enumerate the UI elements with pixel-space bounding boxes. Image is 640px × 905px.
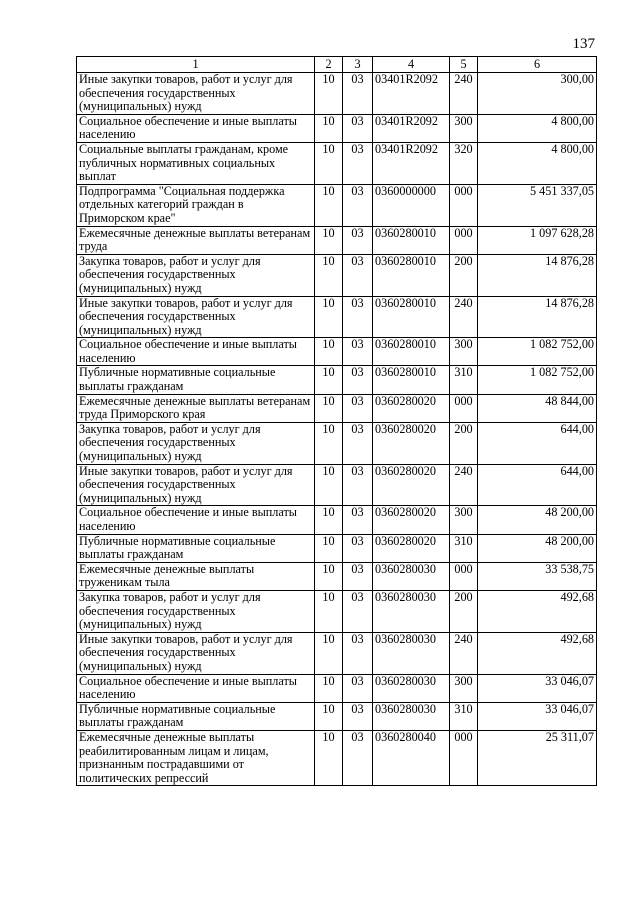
cell-expense-type: 240: [450, 632, 478, 674]
cell-expense-type: 310: [450, 534, 478, 562]
cell-name: Закупка товаров, работ и услуг для обеспечения государственных (муниципальных) нужд: [77, 422, 315, 464]
cell-section: 10: [315, 422, 343, 464]
cell-expense-type: 310: [450, 702, 478, 730]
cell-amount: 14 876,28: [478, 296, 597, 338]
cell-section: 10: [315, 632, 343, 674]
table-row: [77, 254, 597, 296]
cell-subsection: 03: [343, 464, 373, 506]
cell-amount: 4 800,00: [478, 142, 597, 184]
table-body: [77, 73, 597, 786]
cell-name: Ежемесячные денежные выплаты труженикам тыла: [77, 562, 315, 590]
cell-section: 10: [315, 534, 343, 562]
cell-target-article: 0360280010: [373, 366, 450, 394]
header-cell-name: 1: [77, 57, 315, 73]
cell-target-article: 0360280020: [373, 506, 450, 534]
cell-subsection: 03: [343, 702, 373, 730]
cell-target-article: 0360280020: [373, 394, 450, 422]
cell-section: 10: [315, 394, 343, 422]
cell-target-article: 0360280020: [373, 422, 450, 464]
table-row: [77, 534, 597, 562]
cell-subsection: 03: [343, 534, 373, 562]
cell-expense-type: 320: [450, 142, 478, 184]
cell-section: 10: [315, 674, 343, 702]
cell-subsection: 03: [343, 254, 373, 296]
cell-amount: 1 082 752,00: [478, 366, 597, 394]
table-row: [77, 730, 597, 785]
cell-expense-type: 300: [450, 674, 478, 702]
header-cell-section: 2: [315, 57, 343, 73]
cell-amount: 492,68: [478, 590, 597, 632]
cell-target-article: 03401R2092: [373, 114, 450, 142]
cell-expense-type: 300: [450, 114, 478, 142]
cell-name: Социальные выплаты гражданам, кроме публичных нормативных социальных выплат: [77, 142, 315, 184]
cell-subsection: 03: [343, 338, 373, 366]
cell-section: 10: [315, 702, 343, 730]
cell-name: Социальное обеспечение и иные выплаты населению: [77, 338, 315, 366]
table-row: [77, 562, 597, 590]
cell-amount: 25 311,07: [478, 730, 597, 785]
cell-amount: 4 800,00: [478, 114, 597, 142]
cell-section: 10: [315, 730, 343, 785]
cell-subsection: 03: [343, 184, 373, 226]
cell-expense-type: 310: [450, 366, 478, 394]
cell-subsection: 03: [343, 296, 373, 338]
cell-subsection: 03: [343, 114, 373, 142]
cell-subsection: 03: [343, 394, 373, 422]
cell-subsection: 03: [343, 632, 373, 674]
table-row: [77, 296, 597, 338]
cell-amount: 492,68: [478, 632, 597, 674]
cell-section: 10: [315, 464, 343, 506]
cell-subsection: 03: [343, 366, 373, 394]
cell-expense-type: 240: [450, 464, 478, 506]
cell-expense-type: 300: [450, 506, 478, 534]
header-cell-expense-type: 5: [450, 57, 478, 73]
cell-name: Публичные нормативные социальные выплаты гражданам: [77, 534, 315, 562]
cell-target-article: 0360280030: [373, 562, 450, 590]
cell-target-article: 0360000000: [373, 184, 450, 226]
cell-target-article: 0360280010: [373, 296, 450, 338]
cell-subsection: 03: [343, 73, 373, 115]
cell-name: Иные закупки товаров, работ и услуг для обеспечения государственных (муниципальных) нужд: [77, 296, 315, 338]
cell-amount: 48 200,00: [478, 506, 597, 534]
cell-name: Социальное обеспечение и иные выплаты населению: [77, 114, 315, 142]
cell-subsection: 03: [343, 422, 373, 464]
cell-name: Иные закупки товаров, работ и услуг для обеспечения государственных (муниципальных) нужд: [77, 632, 315, 674]
cell-target-article: 0360280020: [373, 464, 450, 506]
cell-amount: 48 200,00: [478, 534, 597, 562]
cell-target-article: 0360280010: [373, 338, 450, 366]
cell-subsection: 03: [343, 226, 373, 254]
table-row: [77, 674, 597, 702]
cell-subsection: 03: [343, 590, 373, 632]
cell-target-article: 0360280030: [373, 674, 450, 702]
cell-amount: 33 538,75: [478, 562, 597, 590]
cell-name: Иные закупки товаров, работ и услуг для обеспечения государственных (муниципальных) нужд: [77, 73, 315, 115]
cell-amount: 48 844,00: [478, 394, 597, 422]
header-cell-target-article: 4: [373, 57, 450, 73]
cell-amount: 33 046,07: [478, 674, 597, 702]
budget-table: [76, 56, 597, 786]
cell-section: 10: [315, 590, 343, 632]
cell-amount: 300,00: [478, 73, 597, 115]
cell-section: 10: [315, 366, 343, 394]
cell-subsection: 03: [343, 506, 373, 534]
table-row: [77, 702, 597, 730]
cell-section: 10: [315, 226, 343, 254]
cell-target-article: 0360280030: [373, 702, 450, 730]
cell-expense-type: 240: [450, 296, 478, 338]
cell-amount: 644,00: [478, 422, 597, 464]
cell-expense-type: 200: [450, 590, 478, 632]
cell-target-article: 0360280030: [373, 590, 450, 632]
table-row: [77, 338, 597, 366]
cell-section: 10: [315, 254, 343, 296]
table-row: [77, 590, 597, 632]
cell-expense-type: 000: [450, 226, 478, 254]
cell-subsection: 03: [343, 730, 373, 785]
table-row: [77, 184, 597, 226]
page-number: 137: [572, 36, 595, 52]
cell-expense-type: 240: [450, 73, 478, 115]
cell-name: Социальное обеспечение и иные выплаты населению: [77, 506, 315, 534]
cell-subsection: 03: [343, 142, 373, 184]
cell-expense-type: 000: [450, 394, 478, 422]
cell-name: Публичные нормативные социальные выплаты гражданам: [77, 366, 315, 394]
cell-name: Закупка товаров, работ и услуг для обеспечения государственных (муниципальных) нужд: [77, 254, 315, 296]
cell-section: 10: [315, 506, 343, 534]
table-row: [77, 142, 597, 184]
cell-section: 10: [315, 142, 343, 184]
cell-section: 10: [315, 338, 343, 366]
cell-target-article: 03401R2092: [373, 142, 450, 184]
cell-expense-type: 000: [450, 730, 478, 785]
cell-amount: 5 451 337,05: [478, 184, 597, 226]
header-cell-amount: 6: [478, 57, 597, 73]
cell-expense-type: 000: [450, 184, 478, 226]
cell-name: Социальное обеспечение и иные выплаты населению: [77, 674, 315, 702]
cell-expense-type: 200: [450, 422, 478, 464]
cell-subsection: 03: [343, 562, 373, 590]
cell-expense-type: 000: [450, 562, 478, 590]
cell-section: 10: [315, 114, 343, 142]
table-row: [77, 464, 597, 506]
cell-amount: 33 046,07: [478, 702, 597, 730]
table-row: [77, 226, 597, 254]
cell-target-article: 0360280020: [373, 534, 450, 562]
cell-name: Иные закупки товаров, работ и услуг для обеспечения государственных (муниципальных) нужд: [77, 464, 315, 506]
table-row: [77, 366, 597, 394]
cell-subsection: 03: [343, 674, 373, 702]
table-row: [77, 632, 597, 674]
cell-amount: 1 082 752,00: [478, 338, 597, 366]
table-row: [77, 114, 597, 142]
cell-expense-type: 200: [450, 254, 478, 296]
cell-expense-type: 300: [450, 338, 478, 366]
cell-target-article: 0360280030: [373, 632, 450, 674]
cell-target-article: 0360280010: [373, 226, 450, 254]
cell-name: Ежемесячные денежные выплаты ветеранам труда: [77, 226, 315, 254]
table-row: [77, 422, 597, 464]
table-row: [77, 394, 597, 422]
cell-name: Ежемесячные денежные выплаты ветеранам труда Приморского края: [77, 394, 315, 422]
cell-section: 10: [315, 296, 343, 338]
table-row: [77, 506, 597, 534]
cell-amount: 644,00: [478, 464, 597, 506]
cell-amount: 1 097 628,28: [478, 226, 597, 254]
cell-amount: 14 876,28: [478, 254, 597, 296]
cell-section: 10: [315, 73, 343, 115]
cell-target-article: 0360280040: [373, 730, 450, 785]
cell-name: Публичные нормативные социальные выплаты гражданам: [77, 702, 315, 730]
table-header-row: [77, 57, 597, 73]
cell-name: Подпрограмма "Социальная поддержка отдельных категорий граждан в Приморском крае": [77, 184, 315, 226]
cell-section: 10: [315, 184, 343, 226]
cell-section: 10: [315, 562, 343, 590]
table-row: [77, 73, 597, 115]
cell-name: Закупка товаров, работ и услуг для обеспечения государственных (муниципальных) нужд: [77, 590, 315, 632]
cell-name: Ежемесячные денежные выплаты реабилитированным лицам и лицам, признанным пострадавшими от политических репрессий: [77, 730, 315, 785]
header-cell-subsection: 3: [343, 57, 373, 73]
cell-target-article: 0360280010: [373, 254, 450, 296]
cell-target-article: 03401R2092: [373, 73, 450, 115]
